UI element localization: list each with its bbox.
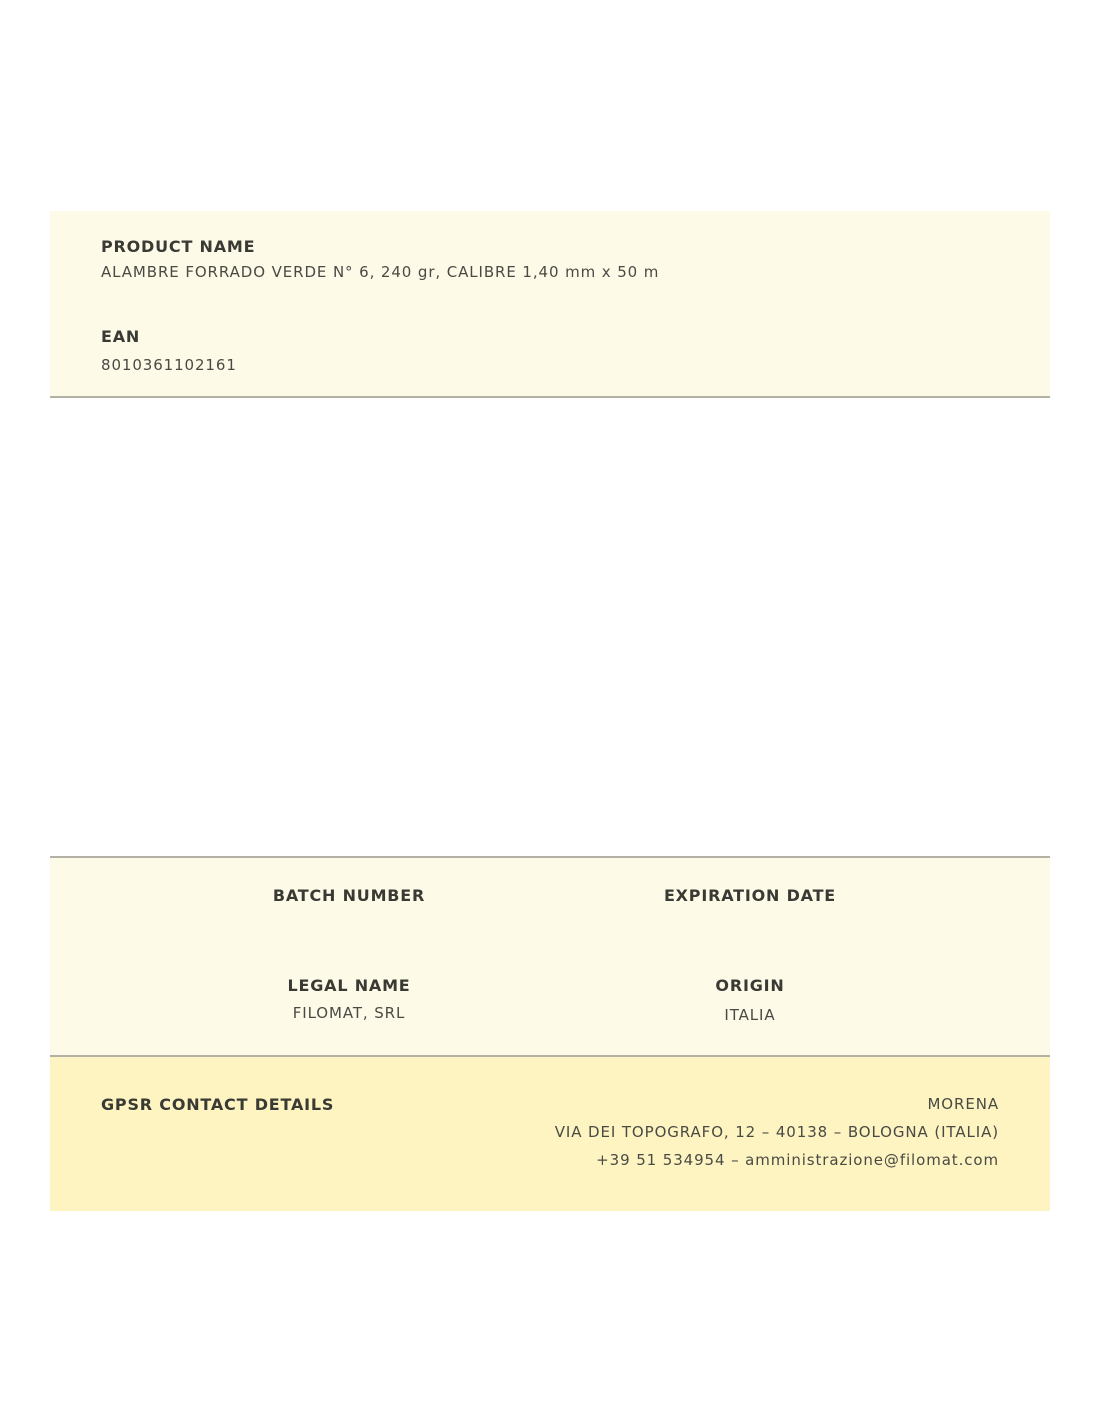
origin-value: ITALIA bbox=[724, 1006, 776, 1024]
gpsr-contact-lines bbox=[555, 1094, 999, 1178]
expiration-date-label: EXPIRATION DATE bbox=[663, 886, 837, 905]
product-name-value: ALAMBRE FORRADO VERDE N° 6, 240 gr, CALIBRE 1,40 mm x 50 m bbox=[101, 263, 660, 281]
gpsr-contact-panel bbox=[50, 1057, 1050, 1211]
product-info-panel bbox=[50, 211, 1050, 398]
ean-value: 8010361102161 bbox=[101, 356, 237, 374]
legal-name-label: LEGAL NAME bbox=[287, 976, 411, 995]
gpsr-contact-phone-email: +39 51 534954 – amministrazione@filomat.com bbox=[596, 1151, 999, 1169]
legal-name-value: FILOMAT, SRL bbox=[292, 1004, 406, 1022]
ean-label: EAN bbox=[101, 327, 141, 346]
batch-legal-panel bbox=[50, 856, 1050, 1057]
gpsr-contact-label: GPSR CONTACT DETAILS bbox=[101, 1095, 335, 1114]
batch-number-label: BATCH NUMBER bbox=[272, 886, 426, 905]
origin-label: ORIGIN bbox=[715, 976, 785, 995]
gpsr-contact-name: MORENA bbox=[927, 1095, 999, 1113]
product-name-label: PRODUCT NAME bbox=[101, 237, 256, 256]
gpsr-contact-address: VIA DEI TOPOGRAFO, 12 – 40138 – BOLOGNA (ITALIA) bbox=[554, 1123, 999, 1141]
